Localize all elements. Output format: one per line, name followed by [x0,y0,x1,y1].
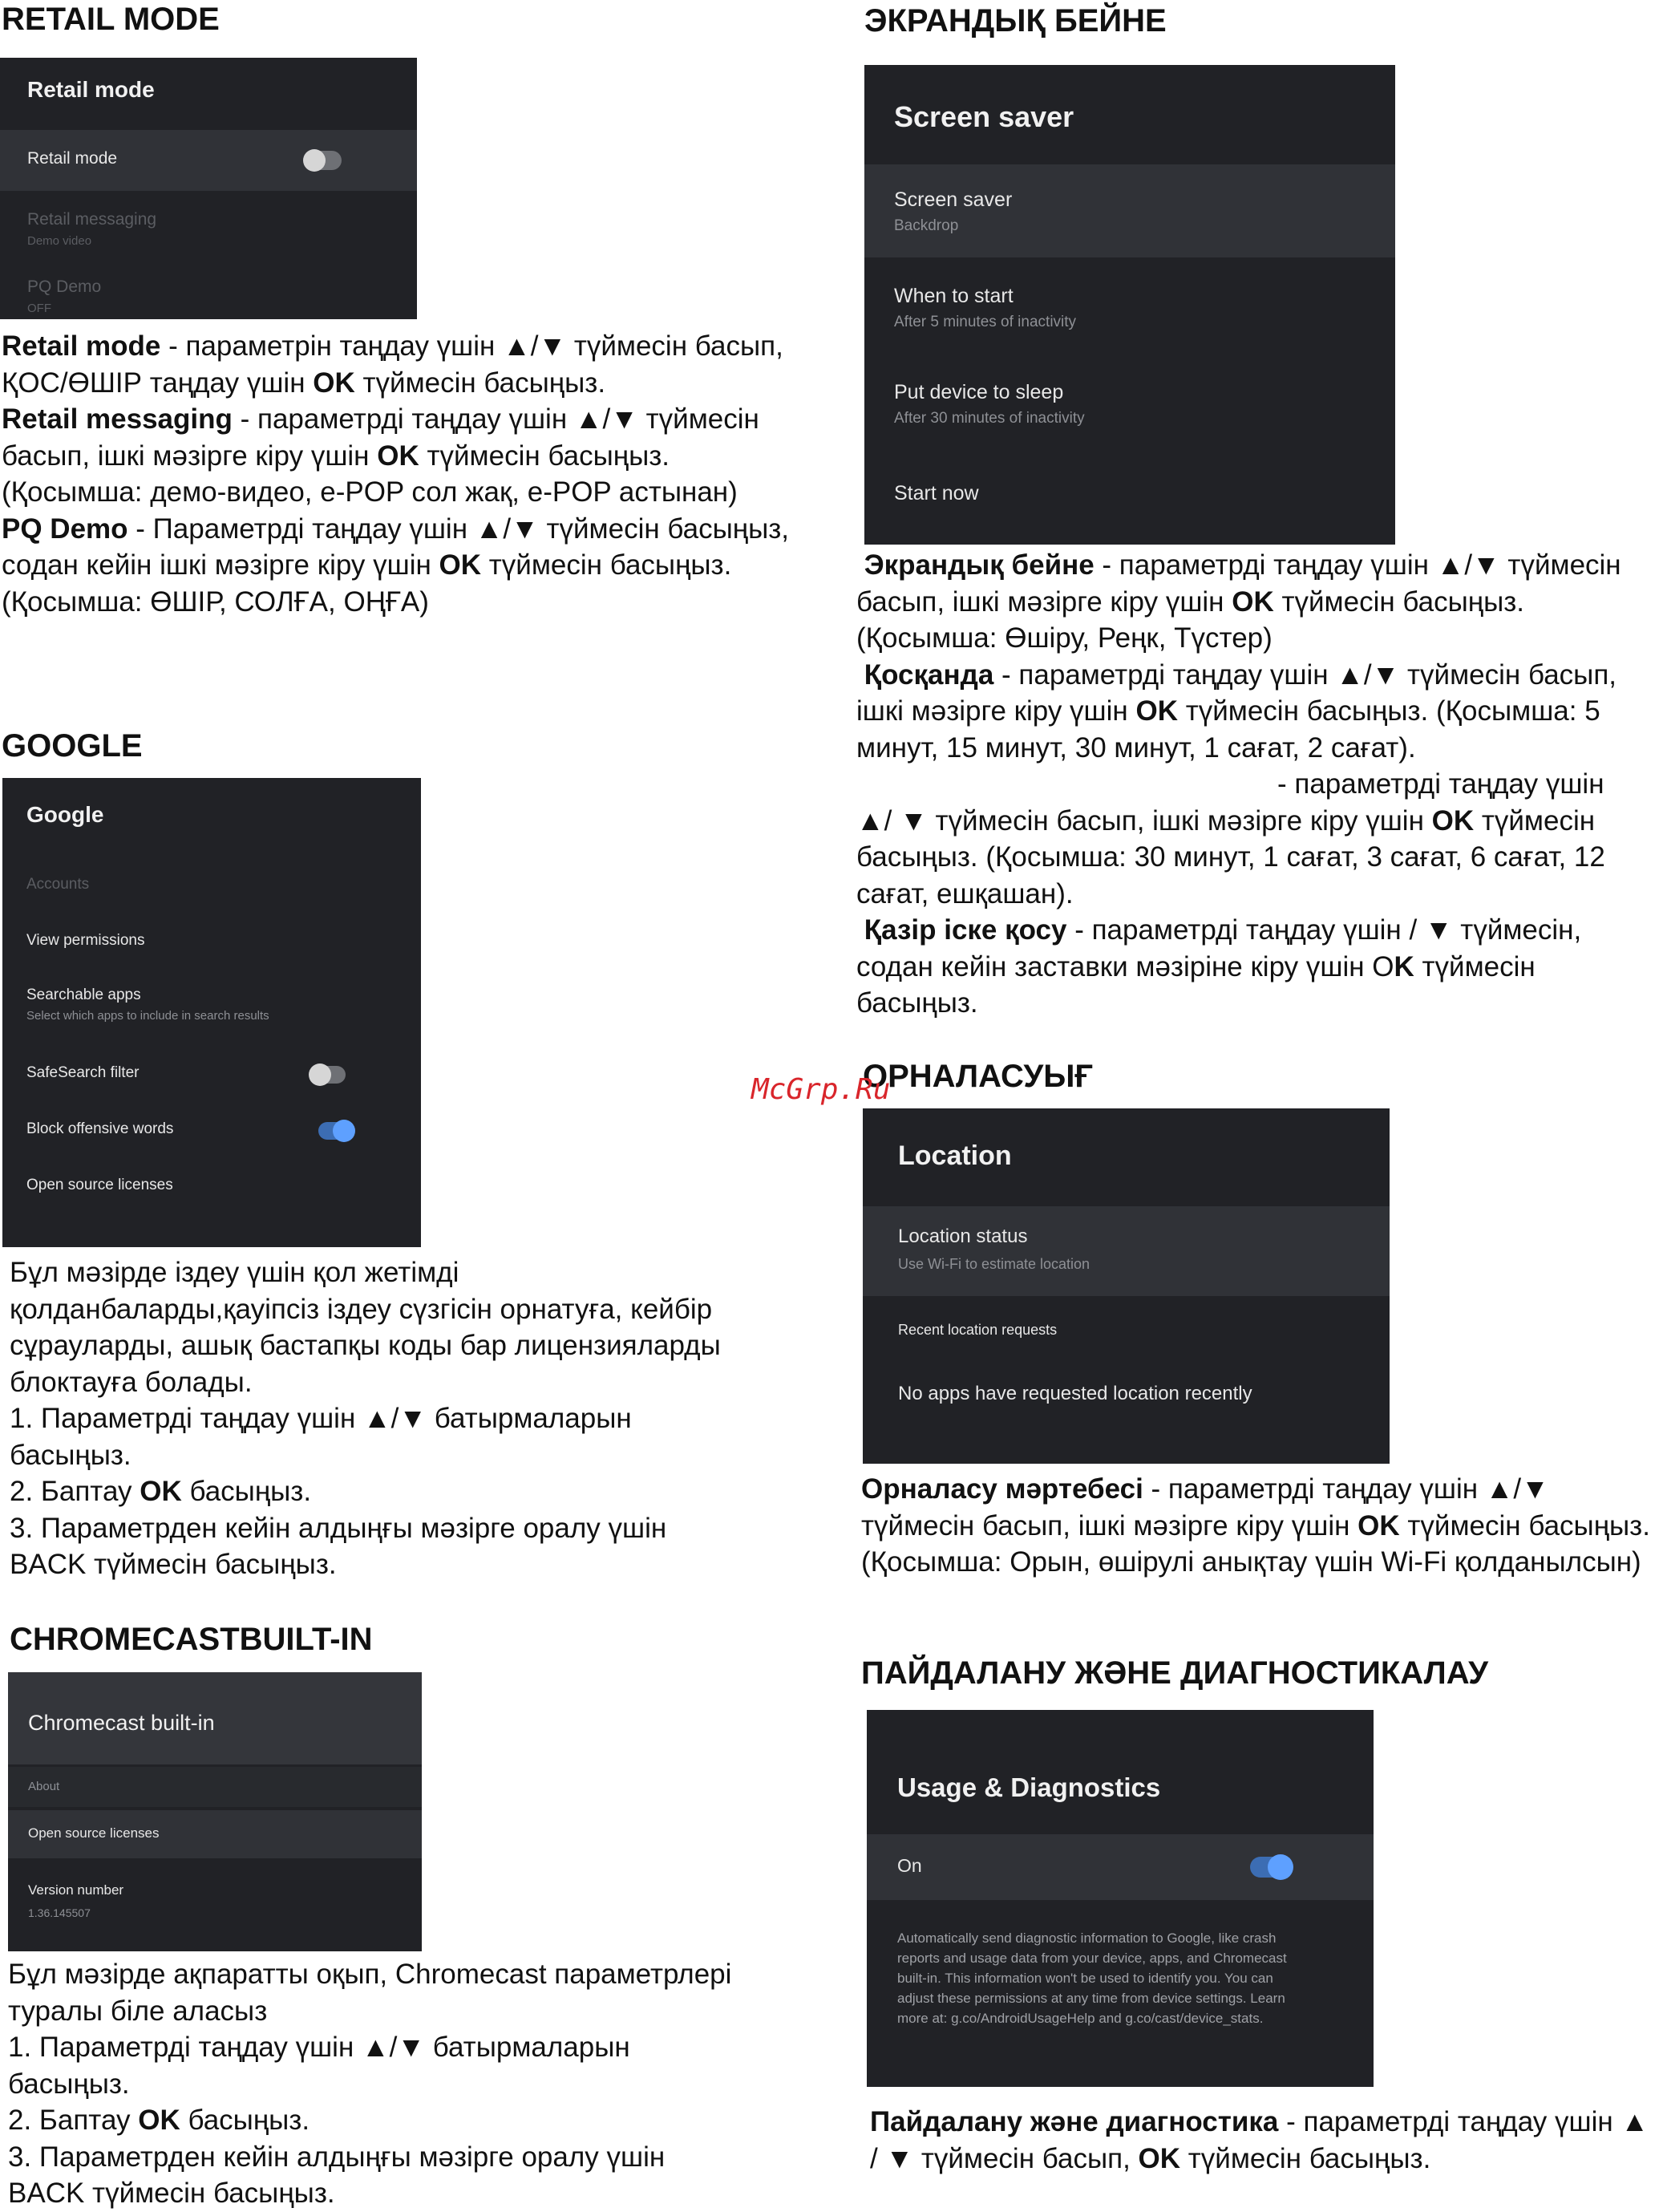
google-description: Бұл мәзірде іздеу үшін қол жетімді қолданбаларды,қауіпсіз іздеу сүзгісін орнатуға, кейбір сұрауларды, ашық бастапқы коды бар лицензияларды блоктауға болады. 1. Параметрді таңдау үшін ▲/▼ батырмаларын басыңыз. 2. Баптау OK басыңыз. 3. Параметрден кейін алдыңғы мәзірге оралу үшін BACK түймесін басыңыз. [10,1257,721,1580]
put-device-sleep-value: After 30 minutes of inactivity [894,410,1085,427]
about-row[interactable] [8,1767,422,1807]
view-permissions-row[interactable] [2,922,421,962]
no-apps-label: No apps have requested location recently [898,1383,1252,1404]
put-device-sleep-label: Put device to sleep [894,381,1064,403]
open-source-row[interactable] [2,1167,421,1207]
accounts-row[interactable] [2,866,421,906]
pq-demo-label: PQ Demo [27,278,102,296]
retail-messaging-value: Demo video [27,234,92,248]
location-screen-title: Location [898,1140,1012,1171]
screensaver-description: Экрандық бейне - параметрді таңдау үшін ▲/▼ түймесін басып, ішкі мәзірге кіру үшін OK түймесін басыңыз. (Қосымша: Өшіру, Реңк, Түстер) Қосқанда - параметрді таңдау үшін ▲/▼ түймесін басып, ішкі мәзірге кіру үшін OK түймесін басыңыз. (Қосымша: 5 минут, 15 минут, 30 минут, 1 сағат, 2 сағат). - параметрді таңдау үшін ▲/ ▼ түймесін басып, ішкі мәзірге кіру үшін OK түймесін басыңыз. (Қосымша: 30 минут, 1 сағат, 3 сағат, 6 сағат, 12 сағат, ешқашан). Қазір іске қосу - параметрді таңдау үшін / ▼ түймесін, содан кейін заставки мәзіріне кіру үшін ОK түймесін басыңыз. [856,549,1621,1019]
pq-demo-value: OFF [27,302,51,315]
toggle-knob [333,1120,355,1142]
open-source-label: Open source licenses [26,1177,173,1193]
watermark: McGrp.Ru [751,1073,891,1106]
retail-messaging-label: Retail messaging [27,210,157,229]
retail-mode-row[interactable] [0,130,417,191]
usage-body-text: Automatically send diagnostic information to Google, like crash reports and usage data from your device, apps, and Chromecast built-in. This information won't be used to identify you. You can adjust these permissions at any time from device settings. Learn more at: g.co/AndroidUsageHelp and g.co/cast/device_stats. [897,1930,1287,2026]
chromecast-screen [8,1672,422,1951]
location-status-row[interactable] [863,1206,1390,1296]
version-label: Version number [28,1882,124,1898]
block-offensive-row[interactable] [2,1111,421,1151]
location-status-value: Use Wi-Fi to estimate location [898,1256,1090,1272]
toggle-knob [303,149,326,172]
retail-screen-title: Retail mode [27,77,155,102]
block-offensive-label: Block offensive words [26,1120,174,1137]
cc-open-source-label: Open source licenses [28,1825,160,1841]
retail-mode-toggle[interactable] [305,151,342,170]
toggle-knob [309,1063,331,1086]
screensaver-heading: ЭКРАНДЫҚ БЕЙНЕ [864,3,1167,38]
safesearch-toggle[interactable] [310,1066,346,1084]
toggle-knob [1268,1854,1293,1880]
retail-mode-label: Retail mode [27,149,118,168]
searchable-apps-row[interactable] [2,977,421,1033]
google-heading: GOOGLE [2,728,143,764]
pq-demo-row[interactable] [0,268,417,319]
recent-requests-label: Recent location requests [898,1322,1058,1338]
recent-requests-row [863,1319,1390,1351]
when-to-start-value: After 5 minutes of inactivity [894,314,1077,330]
location-screen [863,1108,1390,1464]
block-offensive-toggle[interactable] [318,1122,354,1140]
google-screen-title: Google [26,802,104,827]
screensaver-label: Screen saver [894,188,1013,211]
chromecast-description: Бұл мәзірде ақпаратты оқып, Chromecast параметрлері туралы біле аласыз 1. Параметрді таңдау үшін ▲/▼ батырмаларын басыңыз. 2. Баптау OK басыңыз. 3. Параметрден кейін алдыңғы мәзірге оралу үшін BACK түймесін басыңыз. [8,1959,732,2209]
screensaver-screen [864,65,1395,545]
google-screen [2,778,421,1247]
start-now-row[interactable] [864,466,1395,530]
no-apps-row [863,1373,1390,1418]
usage-on-row[interactable] [867,1834,1374,1900]
chromecast-screen-title: Chromecast built-in [28,1711,215,1735]
screensaver-screen-title: Screen saver [894,100,1074,133]
usage-heading: ПАЙДАЛАНУ ЖӘНЕ ДИАГНОСТИКАЛАУ [861,1655,1488,1691]
usage-description: Пайдалану және диагностика - параметрді таңдау үшін ▲ / ▼ түймесін басып, OK түймесін басыңыз. [870,2106,1649,2174]
usage-screen-title: Usage & Diagnostics [897,1772,1161,1802]
retail-mode-screen [0,58,417,319]
screensaver-value: Backdrop [894,217,959,234]
view-permissions-label: View permissions [26,932,145,949]
accounts-label: Accounts [26,876,90,893]
cc-open-source-row[interactable] [8,1810,422,1858]
usage-on-label: On [897,1855,922,1876]
usage-toggle[interactable] [1250,1857,1290,1878]
searchable-apps-desc: Select which apps to include in search results [26,1009,269,1023]
screensaver-row[interactable] [864,164,1395,257]
searchable-apps-label: Searchable apps [26,986,141,1003]
location-description: Орналасу мәртебесі - параметрді таңдау үшін ▲/▼ түймесін басып, ішкі мәзірге кіру үшін OK түймесін басыңыз. (Қосымша: Орын, өшірулі анықтау үшін Wi-Fi қолданылсын) [861,1473,1650,1578]
usage-screen [867,1710,1374,2087]
start-now-label: Start now [894,482,979,504]
when-to-start-label: When to start [894,285,1014,307]
location-heading: ОРНАЛАСУЫҒ [863,1059,1094,1094]
retail-mode-heading: RETAIL MODE [2,2,220,37]
location-status-label: Location status [898,1226,1028,1247]
version-row [8,1868,422,1932]
chromecast-heading: CHROMECASTBUILT-IN [10,1622,373,1657]
retail-description: Retail mode - параметрін таңдау үшін ▲/▼ түймесін басып, ҚОС/ӨШІР таңдау үшін OK түймесін басыңыз. Retail messaging - параметрді таңдау үшін ▲/▼ түймесін басып, ішкі мәзірге кіру үшін OK түймесін басыңыз. (Қосымша: демо-видео, e-POP сол жақ, e-POP астынан) PQ Demo - Параметрді таңдау үшін ▲/▼ түймесін басыңыз, содан кейін ішкі мәзірге кіру үшін OK түймесін басыңыз. (Қосымша: ӨШІР, СОЛҒА, ОҢҒА) [2,330,790,618]
version-value: 1.36.145507 [28,1906,91,1919]
retail-messaging-row[interactable] [0,196,417,260]
when-to-start-row[interactable] [864,267,1395,355]
about-label: About [28,1780,60,1793]
safesearch-row[interactable] [2,1055,421,1095]
put-device-sleep-row[interactable] [864,363,1395,452]
safesearch-label: SafeSearch filter [26,1064,140,1081]
